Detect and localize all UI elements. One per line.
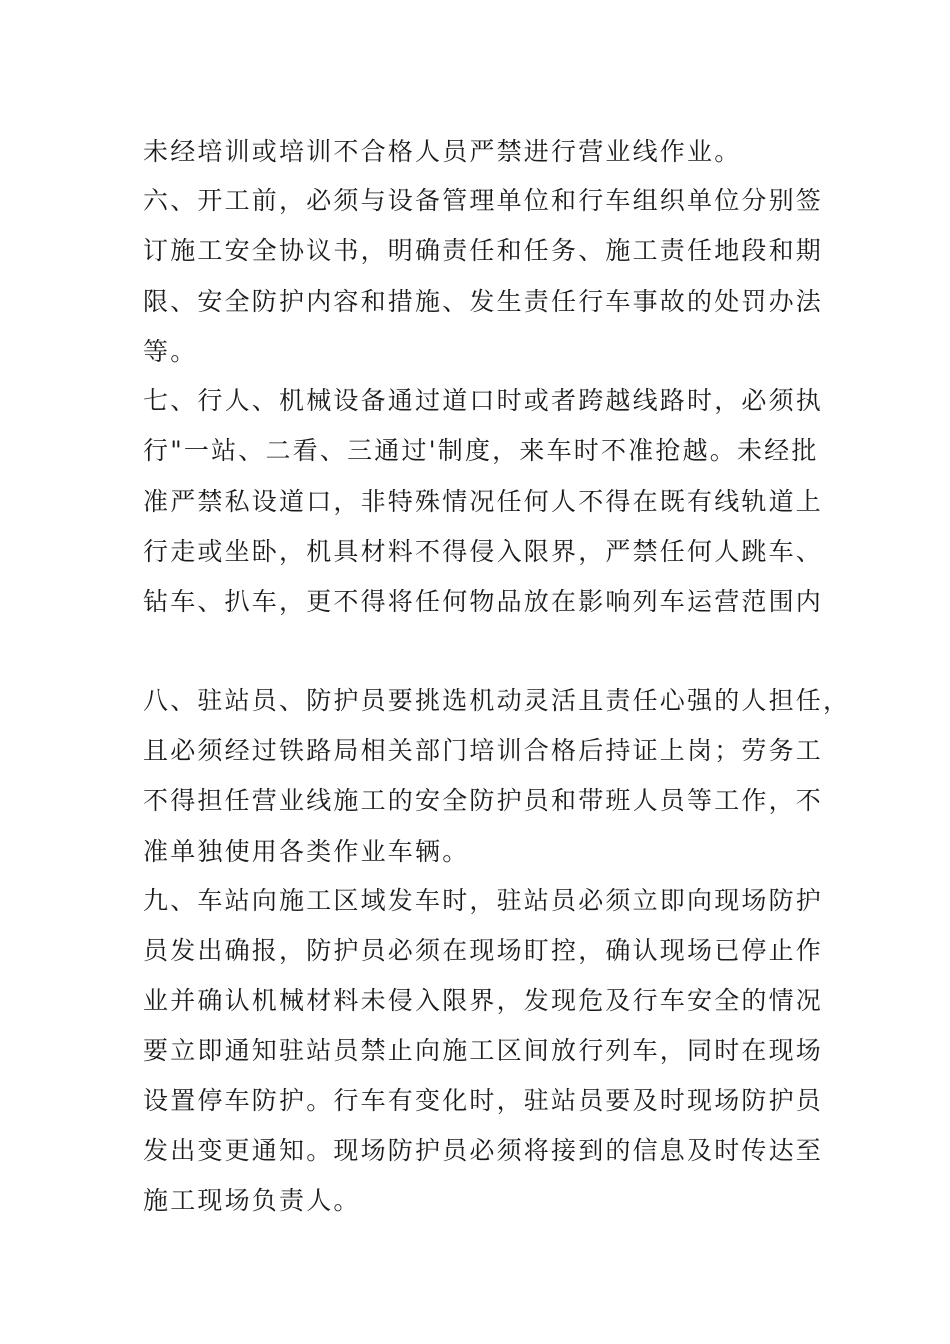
text-line: 行"一站、二看、三通过'制度，来车时不准抢越。未经批 xyxy=(143,436,819,465)
text-line: 钻车、扒车，更不得将任何物品放在影响列车运营范围内 xyxy=(143,587,824,616)
text-line: 且必须经过铁路局相关部门培训合格后持证上岗；劳务工 xyxy=(143,736,824,765)
text-line: 九、车站向施工区域发车时，驻站员必须立即向现场防护 xyxy=(143,886,824,915)
text-line: 八、驻站员、防护员要挑选机动灵活且责任心强的人担任， xyxy=(143,686,851,715)
text-line: 准严禁私设道口，非特殊情况任何人不得在既有线轨道上 xyxy=(143,487,824,516)
text-line: 准单独使用各类作业车辆。 xyxy=(143,837,470,866)
text-line: 订施工安全协议书，明确责任和任务、施工责任地段和期 xyxy=(143,236,824,265)
text-line: 七、行人、机械设备通过道口时或者跨越线路时，必须执 xyxy=(143,386,824,415)
text-line: 设置停车防护。行车有变化时，驻站员要及时现场防护员 xyxy=(143,1086,824,1115)
text-line: 要立即通知驻站员禁止向施工区间放行列车，同时在现场 xyxy=(143,1036,824,1065)
text-line: 限、安全防护内容和措施、发生责任行车事故的处罚办法 xyxy=(143,287,824,316)
text-line: 未经培训或培训不合格人员严禁进行营业线作业。 xyxy=(143,137,742,166)
text-line: 员发出确报，防护员必须在现场盯控，确认现场已停止作 xyxy=(143,936,824,965)
text-line: 行走或坐卧，机具材料不得侵入限界，严禁任何人跳车、 xyxy=(143,537,824,566)
text-line: 不得担任营业线施工的安全防护员和带班人员等工作，不 xyxy=(143,786,824,815)
text-line: 发出变更通知。现场防护员必须将接到的信息及时传达至 xyxy=(143,1136,824,1165)
text-line: 施工现场负责人。 xyxy=(143,1186,361,1215)
text-line: 业并确认机械材料未侵入限界，发现危及行车安全的情况 xyxy=(143,986,824,1015)
text-line: 等。 xyxy=(143,337,198,366)
text-line: 六、开工前，必须与设备管理单位和行车组织单位分别签 xyxy=(143,186,824,215)
